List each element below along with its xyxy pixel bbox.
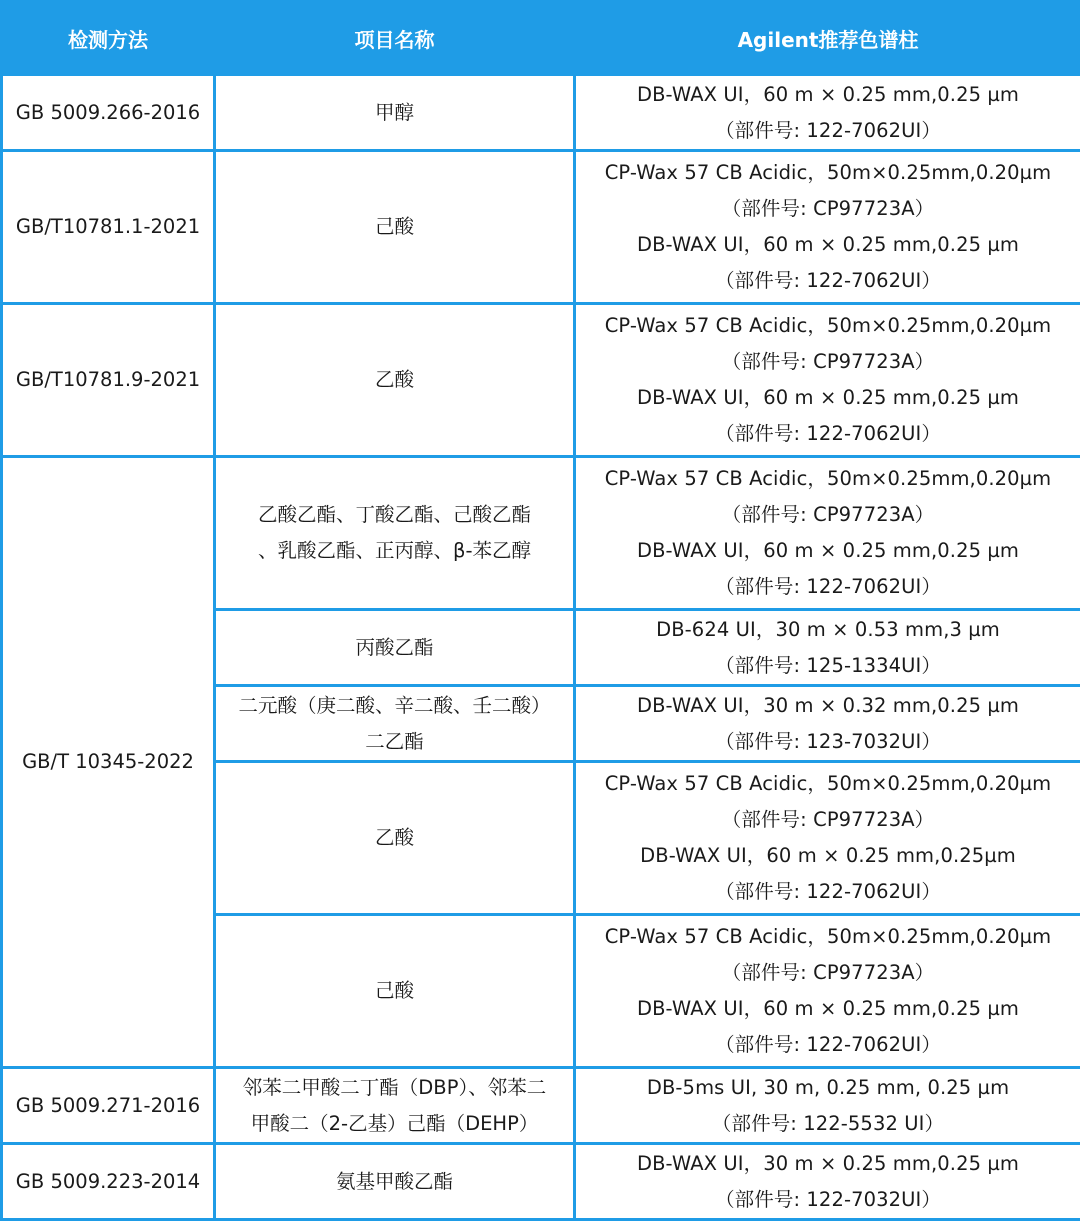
item-name-line: 乙酸 <box>220 362 569 398</box>
header-method: 检测方法 <box>2 2 215 75</box>
item-name-cell <box>215 610 575 686</box>
recommended-column-cell <box>575 686 1080 762</box>
method-cell: GB 5009.271-2016 <box>2 1068 215 1144</box>
column-spec-line: （部件号: 122-7062UI） <box>580 416 1076 452</box>
table-row <box>2 1068 1080 1144</box>
item-name-line: 己酸 <box>220 209 569 245</box>
column-spec-line: CP-Wax 57 CB Acidic，50m×0.25mm,0.20µm <box>580 461 1076 497</box>
column-spec-line: （部件号: 122-7062UI） <box>580 569 1076 605</box>
item-name-line: 二元酸（庚二酸、辛二酸、壬二酸） <box>220 688 569 724</box>
column-spec-line: （部件号: 125-1334UI） <box>580 648 1076 684</box>
table-row <box>2 457 1080 610</box>
recommended-column-cell <box>575 1068 1080 1144</box>
table-row <box>2 75 1080 151</box>
column-spec-line: DB-WAX UI，60 m × 0.25 mm,0.25 µm <box>580 991 1076 1027</box>
recommended-column-cell <box>575 1144 1080 1220</box>
item-name-cell <box>215 762 575 915</box>
recommended-column-cell <box>575 151 1080 304</box>
column-spec-line: CP-Wax 57 CB Acidic，50m×0.25mm,0.20µm <box>580 766 1076 802</box>
item-name-line: 甲醇 <box>220 95 569 131</box>
item-name-line: 乙酸 <box>220 820 569 856</box>
column-spec-line: DB-624 UI，30 m × 0.53 mm,3 µm <box>580 612 1076 648</box>
recommended-column-cell <box>575 610 1080 686</box>
table-header-row <box>2 2 1080 75</box>
column-spec-line: （部件号: 123-7032UI） <box>580 724 1076 760</box>
column-spec-line: （部件号: 122-7062UI） <box>580 874 1076 910</box>
item-name-cell <box>215 151 575 304</box>
item-name-line: 己酸 <box>220 973 569 1009</box>
item-name-cell <box>215 915 575 1068</box>
column-spec-line: DB-5ms UI, 30 m, 0.25 mm, 0.25 µm <box>580 1070 1076 1106</box>
item-name-cell <box>215 686 575 762</box>
column-spec-line: （部件号: CP97723A） <box>580 955 1076 991</box>
recommended-column-cell <box>575 304 1080 457</box>
method-cell: GB/T 10345-2022 <box>2 457 215 1068</box>
item-name-cell <box>215 457 575 610</box>
table-row <box>2 304 1080 457</box>
item-name-line: 甲酸二（2-乙基）己酯（DEHP） <box>220 1106 569 1142</box>
column-spec-line: （部件号: 122-7032UI） <box>580 1182 1076 1218</box>
column-spec-line: CP-Wax 57 CB Acidic，50m×0.25mm,0.20µm <box>580 919 1076 955</box>
column-spec-line: DB-WAX UI，60 m × 0.25 mm,0.25 µm <box>580 77 1076 113</box>
recommended-column-cell <box>575 915 1080 1068</box>
column-spec-line: DB-WAX UI，60 m × 0.25 mm,0.25 µm <box>580 380 1076 416</box>
column-spec-line: CP-Wax 57 CB Acidic，50m×0.25mm,0.20µm <box>580 308 1076 344</box>
recommended-column-cell <box>575 762 1080 915</box>
column-spec-line: （部件号: 122-7062UI） <box>580 113 1076 149</box>
table-row <box>2 151 1080 304</box>
item-name-cell <box>215 304 575 457</box>
column-spec-line: （部件号: 122-7062UI） <box>580 1027 1076 1063</box>
column-spec-line: （部件号: 122-7062UI） <box>580 263 1076 299</box>
column-spec-line: （部件号: CP97723A） <box>580 344 1076 380</box>
column-spec-line: DB-WAX UI，60 m × 0.25 mm,0.25 µm <box>580 533 1076 569</box>
method-cell: GB/T10781.9-2021 <box>2 304 215 457</box>
column-spec-line: （部件号: CP97723A） <box>580 191 1076 227</box>
column-spec-line: （部件号: 122-5532 UI） <box>580 1106 1076 1142</box>
method-cell: GB/T10781.1-2021 <box>2 151 215 304</box>
method-cell: GB 5009.223-2014 <box>2 1144 215 1220</box>
column-spec-line: DB-WAX UI，60 m × 0.25 mm,0.25µm <box>580 838 1076 874</box>
item-name-line: 二乙酯 <box>220 724 569 760</box>
item-name-cell <box>215 1144 575 1220</box>
column-spec-line: DB-WAX UI，30 m × 0.32 mm,0.25 µm <box>580 688 1076 724</box>
table-body <box>2 75 1080 1220</box>
item-name-line: 、乳酸乙酯、正丙醇、β-苯乙醇 <box>220 533 569 569</box>
recommended-column-cell <box>575 75 1080 151</box>
item-name-cell <box>215 75 575 151</box>
column-spec-line: （部件号: CP97723A） <box>580 802 1076 838</box>
column-spec-line: CP-Wax 57 CB Acidic，50m×0.25mm,0.20µm <box>580 155 1076 191</box>
item-name-cell <box>215 1068 575 1144</box>
recommended-column-cell <box>575 457 1080 610</box>
item-name-line: 丙酸乙酯 <box>220 630 569 666</box>
column-spec-line: DB-WAX UI，60 m × 0.25 mm,0.25 µm <box>580 227 1076 263</box>
column-spec-line: DB-WAX UI，30 m × 0.25 mm,0.25 µm <box>580 1146 1076 1182</box>
header-item-name: 项目名称 <box>215 2 575 75</box>
header-recommended-column: Agilent推荐色谱柱 <box>575 2 1080 75</box>
method-cell: GB 5009.266-2016 <box>2 75 215 151</box>
item-name-line: 乙酸乙酯、丁酸乙酯、己酸乙酯 <box>220 497 569 533</box>
column-spec-line: （部件号: CP97723A） <box>580 497 1076 533</box>
item-name-line: 氨基甲酸乙酯 <box>220 1164 569 1200</box>
table-row <box>2 1144 1080 1220</box>
item-name-line: 邻苯二甲酸二丁酯（DBP）、邻苯二 <box>220 1070 569 1106</box>
